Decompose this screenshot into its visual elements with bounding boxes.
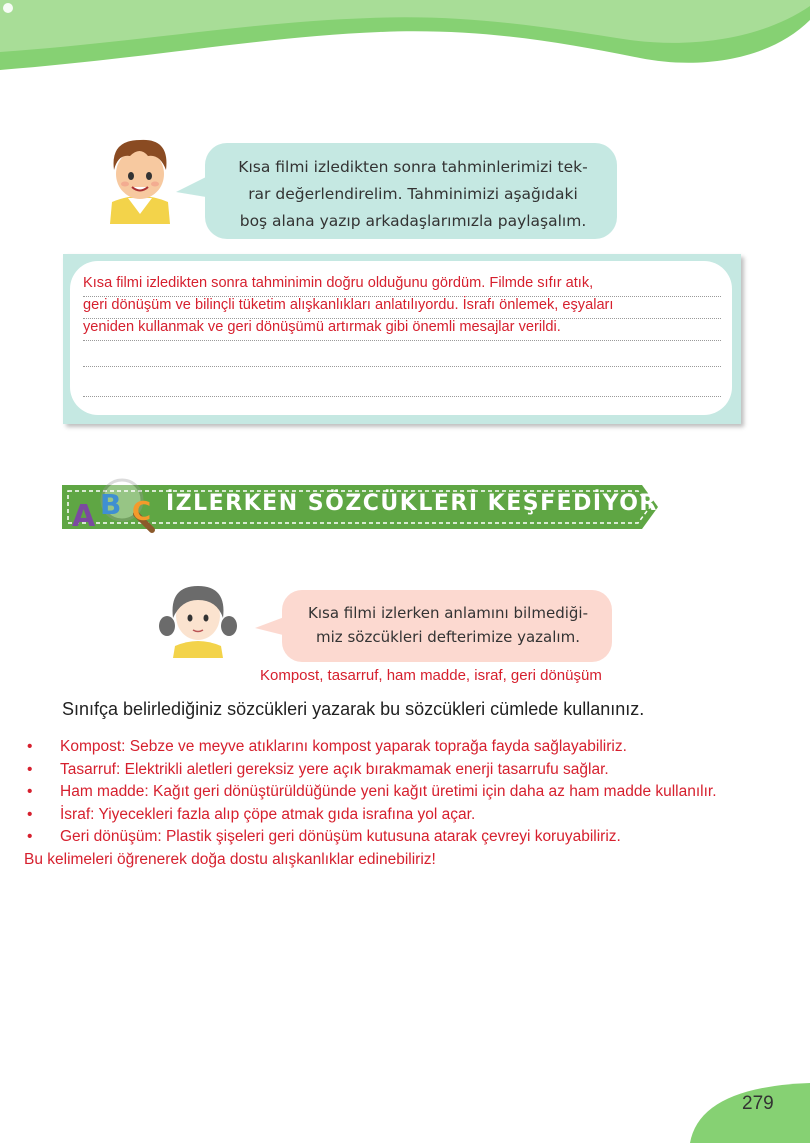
sentence-text: Geri dönüşüm: Plastik şişeleri geri dönüşüm kutusuna atarak çevreyi koruyabiliriz. xyxy=(60,828,621,845)
answer-line: yeniden kullanmak ve geri dönüşümü artırmak gibi önemli mesajlar verildi. xyxy=(83,319,561,335)
word-list: Kompost, tasarruf, ham madde, israf, geri dönüşüm xyxy=(260,667,602,684)
abc-letter-b: B xyxy=(100,488,122,521)
bubble-line: miz sözcükleri defterimize yazalım. xyxy=(316,628,580,646)
bullet: • xyxy=(27,805,33,823)
page-number: 279 xyxy=(742,1093,774,1114)
boy-speech-bubble xyxy=(205,143,617,239)
bullet: • xyxy=(27,783,33,800)
section-title: İZLERKEN SÖZCÜKLERİ KEŞFEDİYORUZ xyxy=(166,491,695,516)
sentence-text: İsraf: Yiyecekleri fazla alıp çöpe atmak gıda israfına yol açar. xyxy=(60,805,476,823)
girl-character-illustration xyxy=(157,578,239,658)
list-item xyxy=(24,781,810,804)
writing-line xyxy=(83,340,721,341)
sentence-text: Tasarruf: Elektrikli aletleri gereksiz yere açık bırakmamak enerji tasarrufu sağlar. xyxy=(60,760,609,778)
header-wave xyxy=(0,0,810,90)
list-item xyxy=(24,736,810,759)
instruction-text: Sınıfça belirlediğiniz sözcükleri yazarak bu sözcükleri cümlede kullanınız. xyxy=(62,699,645,719)
handwritten-answer xyxy=(83,272,733,338)
abc-letter-a: A xyxy=(72,499,96,534)
list-item xyxy=(24,826,810,849)
closing-sentence: Bu kelimeleri öğrenerek doğa dostu alışkanlıklar edinebiliriz! xyxy=(24,850,436,868)
sentence-text: Kompost: Sebze ve meyve atıklarını kompost yaparak toprağa fayda sağlayabiliriz. xyxy=(60,738,627,755)
list-item xyxy=(24,804,810,827)
abc-letter-c: C xyxy=(132,497,152,527)
bullet: • xyxy=(27,828,33,845)
sentence-text: Ham madde: Kağıt geri dönüştürüldüğünde yeni kağıt üretimi için daha az ham madde kullanılır. xyxy=(60,783,717,800)
answer-line: geri dönüşüm ve bilinçli tüketim alışkanlıkları anlatılıyordu. İsrafı önlemek, eşyaları xyxy=(83,297,614,313)
girl-speech-bubble xyxy=(282,590,612,662)
writing-line xyxy=(83,396,721,397)
bullet: • xyxy=(27,738,33,755)
bubble-line: boş alana yazıp arkadaşlarımızla paylaşalım. xyxy=(239,212,587,230)
bubble-line: Kısa filmi izledikten sonra tahminlerimizi tek- xyxy=(238,158,588,176)
boy-character-illustration xyxy=(100,132,180,224)
bubble-line: rar değerlendirelim. Tahminimizi aşağıdaki xyxy=(248,185,578,203)
answer-line: Kısa filmi izledikten sonra tahminimin doğru olduğunu gördüm. Filmde sıfır atık, xyxy=(83,275,594,291)
list-item xyxy=(24,759,810,782)
sentence-list xyxy=(24,736,810,871)
abc-magnifier-icon xyxy=(70,474,160,538)
bullet: • xyxy=(27,760,33,778)
bubble-line: Kısa filmi izlerken anlamını bilmediği- xyxy=(308,604,588,622)
writing-line xyxy=(83,366,721,367)
